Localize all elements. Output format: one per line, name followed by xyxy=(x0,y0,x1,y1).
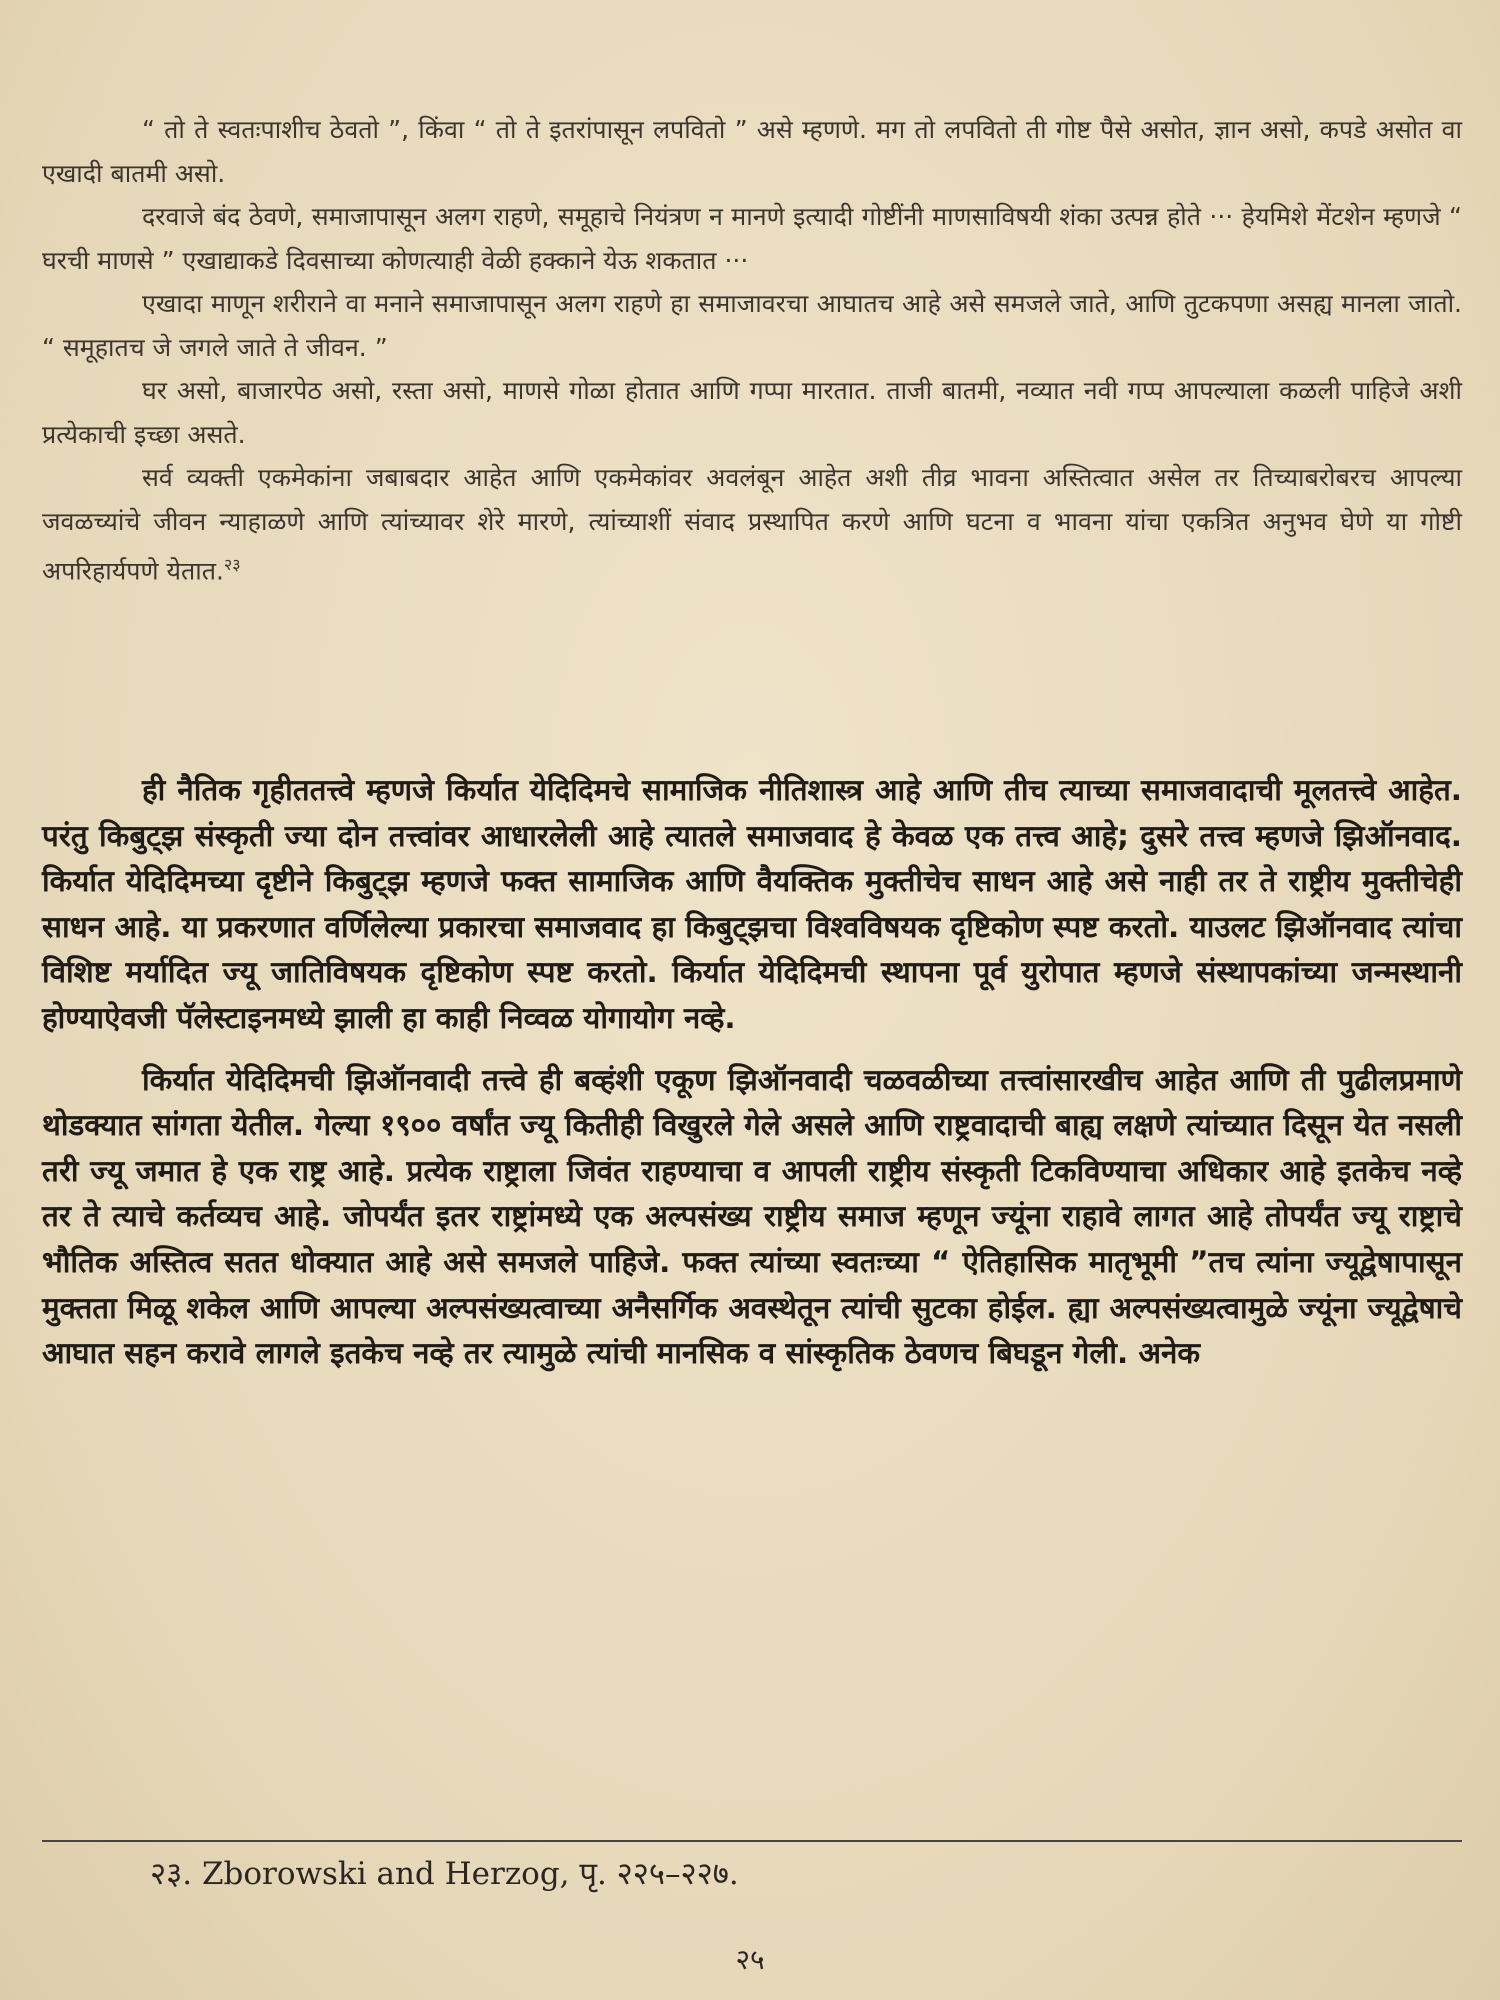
body-text xyxy=(42,768,1462,1377)
quote-paragraph-5-text: सर्व व्यक्ती एकमेकांना जबाबदार आहेत आणि एकमेकांवर अवलंबून आहेत अशी तीव्र भावना अस्तित्वात असेल तर तिच्याबरोबरच आपल्या जवळच्यांचे जीवन न्याहाळणे आणि त्यांच्यावर शेरे मारणे, त्यांच्याशीं संवाद प्रस्थापित करणे आणि घटना व भावना यांचा एकत्रित अनुभव घेणे या गोष्टी अपरिहार्यपणे येतात. xyxy=(42,463,1462,586)
quote-paragraph-5 xyxy=(42,456,1462,593)
body-paragraph-2: किर्यात येदिदिमची झिऑनवादी तत्त्वे ही बव्हंशी एकूण झिऑनवादी चळवळीच्या तत्त्वांसारखीच आहेत आणि ती पुढीलप्रमाणे थोडक्यात सांगता येतील. गेल्या १९०० वर्षांत ज्यू कितीही विखुरले गेले असले आणि राष्ट्रवादाची बाह्य लक्षणे त्यांच्यात दिसून येत नसली तरी ज्यू जमात हे एक राष्ट्र आहे. प्रत्येक राष्ट्राला जिवंत राहण्याचा व आपली राष्ट्रीय संस्कृती टिकविण्याचा अधिकार आहे इतकेच नव्हे तर ते त्याचे कर्तव्यच आहे. जोपर्यंत इतर राष्ट्रांमध्ये एक अल्पसंख्य राष्ट्रीय समाज म्हणून ज्यूंना राहावे लागत आहे तोपर्यंत ज्यू राष्ट्राचे भौतिक अस्तित्व सतत धोक्यात आहे असे समजले पाहिजे. फक्त त्यांच्या स्वतःच्या “ ऐतिहासिक मातृभूमी ”तच त्यांना ज्यूद्वेषापासून मुक्तता मिळू शकेल आणि आपल्या अल्पसंख्यत्वाच्या अनैसर्गिक अवस्थेतून त्यांची सुटका होईल. ह्या अल्पसंख्यत्वामुळे ज्यूंना ज्यूद्वेषाचे आघात सहन करावे लागले इतकेच नव्हे तर त्यामुळे त्यांची मानसिक व सांस्कृतिक ठेवणच बिघडून गेली. अनेक xyxy=(42,1062,1462,1371)
page-number: २५ xyxy=(735,1943,765,1976)
footnote-divider xyxy=(42,1840,1462,1842)
quote-paragraph-4: घर असो, बाजारपेठ असो, रस्ता असो, माणसे गोळा होतात आणि गप्पा मारतात. ताजी बातमी, नव्यात नवी गप्प आपल्याला कळली पाहिजे अशी प्रत्येकाची इच्छा असते. xyxy=(42,376,1462,449)
quoted-passage xyxy=(42,108,1462,593)
quote-paragraph-2: दरवाजे बंद ठेवणे, समाजापासून अलग राहणे, समूहाचे नियंत्रण न मानणे इत्यादी गोष्टींनी माणसाविषयी शंका उत्पन्न होते ··· हेयमिशे मेंटशेन म्हणजे “ घरची माणसे ” एखाद्याकडे दिवसाच्या कोणत्याही वेळी हक्काने येऊ शकतात ··· xyxy=(42,202,1462,275)
quote-paragraph-1: “ तो ते स्वतःपाशीच ठेवतो ”, किंवा “ तो ते इतरांपासून लपवितो ” असे म्हणणे. मग तो लपवितो ती गोष्ट पैसे असोत, ज्ञान असो, कपडे असोत वा एखादी बातमी असो. xyxy=(42,115,1462,188)
quote-paragraph-3: एखादा माणून शरीराने वा मनाने समाजापासून अलग राहणे हा समाजावरचा आघातच आहे असे समजले जाते, आणि तुटकपणा असह्य मानला जातो. “ समूहातच जे जगले जाते ते जीवन. ” xyxy=(42,289,1462,362)
footnote: २३. Zborowski and Herzog, पृ. २२५–२२७. xyxy=(150,1856,739,1892)
body-paragraph-1: ही नैतिक गृहीततत्त्वे म्हणजे किर्यात येदिदिमचे सामाजिक नीतिशास्त्र आहे आणि तीच त्याच्या समाजवादाची मूलतत्त्वे आहेत. परंतु किबुट्झ संस्कृती ज्या दोन तत्त्वांवर आधारलेली आहे त्यातले समाजवाद हे केवळ एक तत्त्व आहे; दुसरे तत्त्व म्हणजे झिऑनवाद. किर्यात येदिदिमच्या दृष्टीने किबुट्झ म्हणजे फक्त सामाजिक आणि वैयक्तिक मुक्तीचेच साधन आहे असे नाही तर ते राष्ट्रीय मुक्तीचेही साधन आहे. या प्रकरणात वर्णिलेल्या प्रकारचा समाजवाद हा किबुट्झचा विश्वविषयक दृष्टिकोण स्पष्ट करतो. याउलट झिऑनवाद त्यांचा विशिष्ट मर्यादित ज्यू जातिविषयक दृष्टिकोण स्पष्ट करतो. किर्यात येदिदिमची स्थापना पूर्व युरोपात म्हणजे संस्थापकांच्या जन्मस्थानी होण्याऐवजी पॅलेस्टाइनमध्ये झाली हा काही निव्वळ योगायोग नव्हे. xyxy=(42,773,1462,1035)
footnote-reference: २३ xyxy=(223,555,241,574)
